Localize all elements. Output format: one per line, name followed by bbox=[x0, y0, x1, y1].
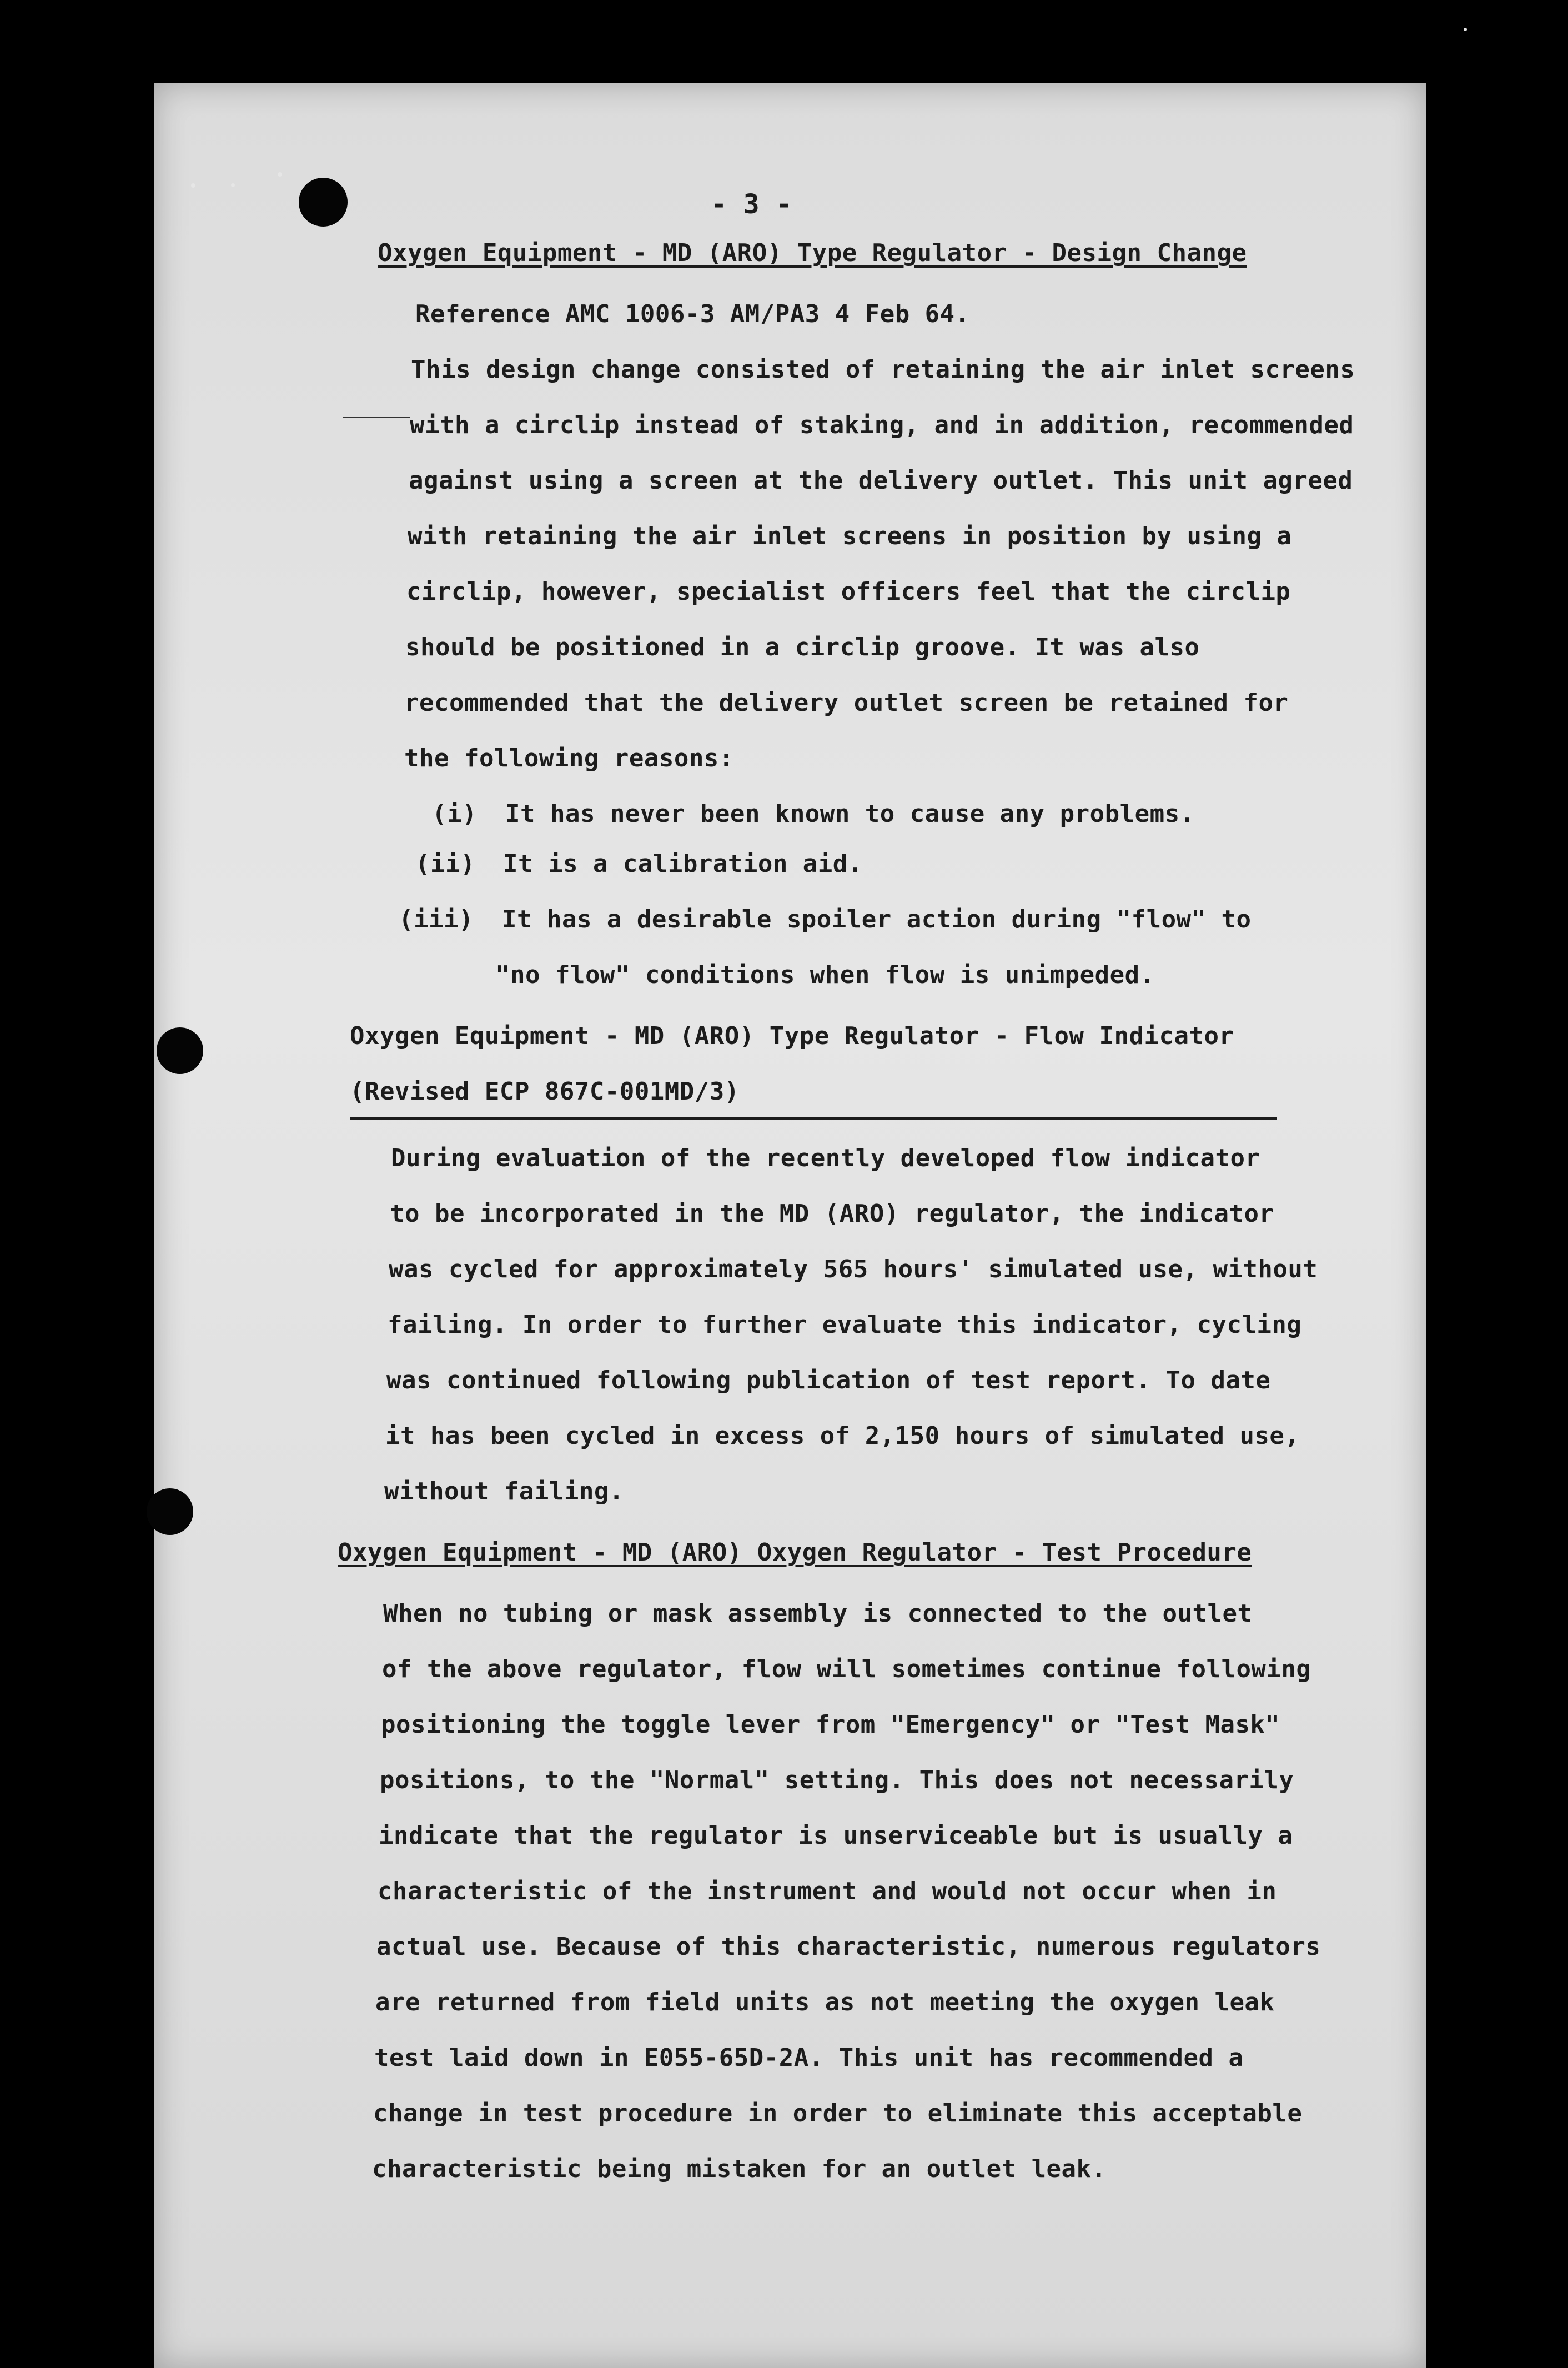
paragraph-line: the following reasons: bbox=[404, 744, 734, 772]
reason-continuation: "no flow" conditions when flow is unimpeded. bbox=[495, 961, 1155, 989]
paragraph-line: positions, to the "Normal" setting. This does not necessarily bbox=[380, 1766, 1294, 1794]
dust-speck bbox=[231, 183, 235, 187]
paragraph-line: characteristic of the instrument and would not occur when in bbox=[378, 1877, 1277, 1905]
reason-number: (iii) bbox=[399, 905, 474, 934]
paragraph-line: actual use. Because of this characteristic, numerous regulators bbox=[376, 1933, 1321, 1961]
margin-pencil-mark bbox=[343, 417, 410, 418]
paragraph-line: failing. In order to further evaluate this indicator, cycling bbox=[388, 1311, 1302, 1339]
dust-speck bbox=[191, 183, 195, 188]
reason-text: It has a desirable spoiler action during "flow" to bbox=[502, 905, 1252, 934]
paragraph-line: indicate that the regulator is unserviceable but is usually a bbox=[379, 1822, 1293, 1850]
punch-hole-top bbox=[299, 178, 348, 227]
paragraph-line: positioning the toggle lever from "Emergency" or "Test Mask" bbox=[381, 1710, 1280, 1739]
paragraph-line: recommended that the delivery outlet screen be retained for bbox=[404, 689, 1289, 717]
paragraph-line: are returned from field units as not meeting the oxygen leak bbox=[375, 1988, 1275, 2016]
paragraph-line: with a circlip instead of staking, and in addition, recommended bbox=[410, 411, 1354, 439]
punch-hole-middle bbox=[157, 1027, 203, 1074]
section-heading-flow-indicator: Oxygen Equipment - MD (ARO) Type Regulator - Flow Indicator bbox=[350, 1022, 1234, 1050]
paragraph-line: characteristic being mistaken for an outlet leak. bbox=[372, 2155, 1107, 2183]
reference-line: Reference AMC 1006-3 AM/PA3 4 Feb 64. bbox=[415, 300, 970, 328]
paragraph-line: During evaluation of the recently developed flow indicator bbox=[391, 1144, 1260, 1172]
paragraph-line: to be incorporated in the MD (ARO) regulator, the indicator bbox=[390, 1200, 1274, 1228]
section-heading-test-procedure: Oxygen Equipment - MD (ARO) Oxygen Regulator - Test Procedure bbox=[338, 1538, 1252, 1567]
paragraph-line: with retaining the air inlet screens in position by using a bbox=[408, 522, 1292, 550]
dust-speck bbox=[1464, 28, 1467, 31]
paragraph-line: of the above regulator, flow will sometimes continue following bbox=[382, 1655, 1311, 1683]
paragraph-line: When no tubing or mask assembly is connected to the outlet bbox=[383, 1599, 1253, 1628]
heading-underline bbox=[350, 1117, 1277, 1120]
reason-number: (i) bbox=[432, 800, 477, 828]
section-heading-ecp: (Revised ECP 867C-001MD/3) bbox=[350, 1077, 740, 1106]
page-number: - 3 - bbox=[711, 189, 792, 220]
paragraph-line: it has been cycled in excess of 2,150 hours of simulated use, bbox=[385, 1422, 1300, 1450]
document-page bbox=[154, 83, 1426, 2368]
reason-number: (ii) bbox=[415, 850, 475, 878]
paragraph-line: against using a screen at the delivery outlet. This unit agreed bbox=[409, 466, 1353, 495]
paragraph-line: was continued following publication of test report. To date bbox=[386, 1366, 1271, 1394]
paragraph-line: change in test procedure in order to eliminate this acceptable bbox=[373, 2099, 1303, 2128]
paragraph-line: should be positioned in a circlip groove. It was also bbox=[405, 633, 1200, 661]
dust-speck bbox=[278, 172, 282, 177]
section-heading-design-change: Oxygen Equipment - MD (ARO) Type Regulator - Design Change bbox=[378, 239, 1247, 267]
reason-text: It is a calibration aid. bbox=[503, 850, 863, 878]
paragraph-line: circlip, however, specialist officers feel that the circlip bbox=[406, 578, 1291, 606]
paragraph-line: This design change consisted of retaining the air inlet screens bbox=[411, 355, 1355, 384]
punch-hole-lower bbox=[147, 1488, 193, 1535]
reason-text: It has never been known to cause any problems. bbox=[505, 800, 1195, 828]
paragraph-line: test laid down in E055-65D-2A. This unit has recommended a bbox=[374, 2044, 1244, 2072]
paragraph-line: without failing. bbox=[384, 1477, 624, 1506]
paragraph-line: was cycled for approximately 565 hours' simulated use, without bbox=[389, 1255, 1318, 1283]
